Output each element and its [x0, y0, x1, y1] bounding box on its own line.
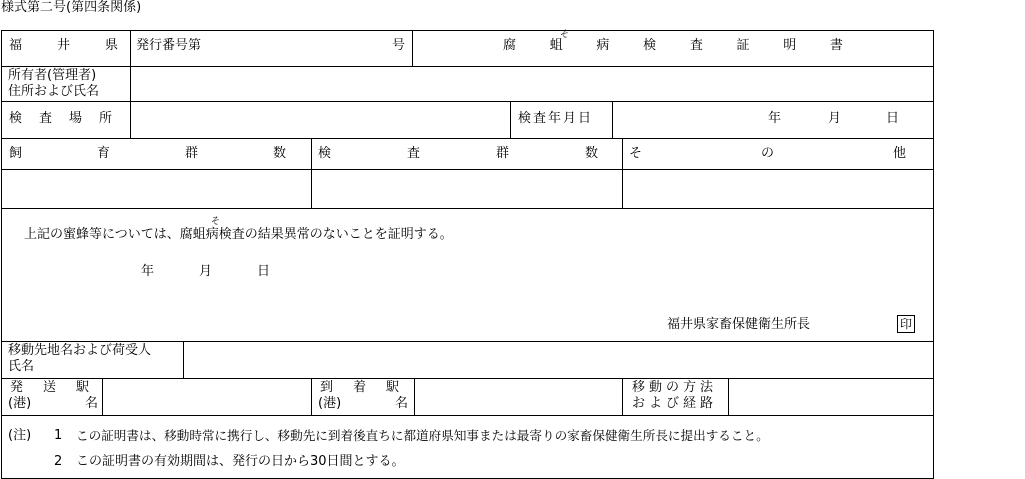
certificate-title: [503, 38, 843, 53]
title-char: 査: [689, 38, 703, 53]
number-suffix: 号: [392, 38, 406, 53]
place-label: 検査場所: [9, 111, 130, 126]
arrival-station-field[interactable]: [418, 381, 619, 412]
inspected-colonies-field[interactable]: [315, 172, 619, 205]
note-number-1: 1: [54, 428, 63, 443]
issue-number-field[interactable]: [210, 34, 385, 62]
issue-number-label: 発行番号第: [136, 38, 202, 53]
method-route-field[interactable]: [732, 381, 929, 412]
other-field[interactable]: [626, 172, 930, 205]
title-char: 証: [736, 38, 750, 53]
departure-label-line2-name: 名: [85, 396, 99, 411]
arrival-label-line2-name: 名: [395, 396, 409, 411]
departure-station-field[interactable]: [106, 381, 308, 412]
title-char: 腐: [503, 38, 517, 53]
title-char: 検: [643, 38, 657, 53]
place-field[interactable]: [134, 104, 506, 135]
destination-field[interactable]: [187, 344, 929, 375]
title-char: 明: [783, 38, 797, 53]
date-month: 月: [828, 111, 842, 126]
seal-box: 印: [897, 315, 915, 333]
prefecture-text: 福井県: [9, 38, 154, 53]
method-label-line1: 移動の方法: [632, 380, 718, 395]
owner-label-line2: 住所および氏名: [8, 84, 100, 99]
form-reference: 様式第二号(第四条関係): [1, 0, 142, 15]
date-label: 検査年月日: [518, 111, 594, 126]
date-year: 年: [768, 111, 782, 126]
statement-year: 年: [141, 264, 155, 279]
destination-label-line1: 移動先地名および荷受人: [8, 343, 152, 358]
prefecture-label: [9, 38, 154, 53]
note-text-1: この証明書は、移動時常に携行し、移動先に到着後直ちに都道府県知事または最寄りの家畜保健衛生所長に提出すること。: [76, 428, 769, 443]
owner-address-field[interactable]: [134, 69, 929, 99]
statement-month: 月: [199, 264, 213, 279]
breeding-colonies-text: 飼育群数: [9, 146, 362, 161]
breeding-colonies-field[interactable]: [4, 172, 308, 205]
title-ruby: そ: [560, 30, 570, 40]
title-char: 蛆: [549, 38, 563, 53]
note-number-2: 2: [54, 454, 63, 469]
other-header: その他: [629, 146, 1025, 161]
method-label-line2: および経路: [632, 396, 718, 411]
arrival-label-line1: 到着駅: [320, 380, 420, 395]
statement-ruby: そ: [211, 217, 221, 227]
departure-label-line2-open: (港): [8, 396, 32, 411]
title-char: 書: [829, 38, 843, 53]
arrival-label-line2-open: (港): [318, 396, 342, 411]
breeding-colonies-header: [9, 146, 362, 161]
owner-label-line1: 所有者(管理者): [8, 68, 97, 83]
statement-text: 上記の蜜蜂等については、腐蛆病検査の結果異常のないことを証明する。: [24, 227, 453, 242]
departure-label-line1: 発送駅: [10, 380, 110, 395]
title-char: 病: [596, 38, 610, 53]
note-text-2: この証明書の有効期間は、発行の日から30日間とする。: [76, 454, 405, 469]
date-day: 日: [886, 111, 900, 126]
inspected-colonies-header: 検査群数: [318, 146, 675, 161]
signer-title: 福井県家畜保健衛生所長: [667, 317, 811, 332]
destination-label-line2: 氏名: [8, 359, 35, 374]
statement-day: 日: [257, 264, 271, 279]
notes-prefix: (注): [8, 428, 32, 443]
